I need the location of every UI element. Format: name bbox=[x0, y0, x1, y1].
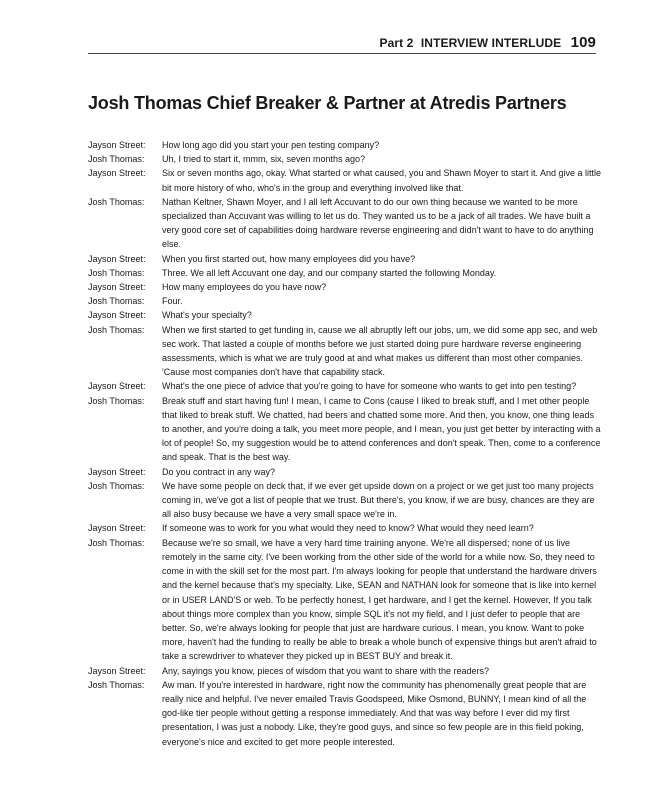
speaker-label: Josh Thomas: bbox=[88, 154, 145, 165]
turn-text: What's the one piece of advice that you're going to have for someone who wants to get into pen testing? bbox=[162, 381, 577, 392]
speaker-label: Josh Thomas: bbox=[88, 480, 145, 491]
transcript-turn bbox=[88, 678, 602, 749]
running-head bbox=[88, 34, 596, 52]
turn-text: Do you contract in any way? bbox=[162, 466, 276, 477]
transcript-turn bbox=[88, 166, 602, 194]
turn-text: Three. We all left Accuvant one day, and our company started the following Monday. bbox=[162, 267, 497, 278]
section-label: INTERVIEW INTERLUDE bbox=[420, 36, 562, 50]
speaker-label: Josh Thomas: bbox=[88, 296, 145, 307]
transcript-turn bbox=[88, 664, 602, 678]
turn-text: When we first started to get funding in, cause we all abruptly left our jobs, um, we did some app sec, and web sec work. That lasted a couple of months before we just started doing pure hardware reverse engineering assessments, which is what we are truly good at and what makes us different than most other companies. 'Cause most companies don't have that capability stack. bbox=[162, 324, 598, 378]
chapter-title: Josh Thomas Chief Breaker & Partner at Atredis Partners bbox=[88, 93, 567, 113]
speaker-label: Jayson Street: bbox=[88, 466, 146, 477]
transcript-turn bbox=[88, 323, 602, 380]
speaker-label: Jayson Street: bbox=[88, 665, 146, 676]
transcript-turn bbox=[88, 465, 602, 479]
speaker-label: Jayson Street: bbox=[88, 282, 146, 293]
part-label: Part 2 bbox=[379, 36, 414, 50]
turn-text: How many employees do you have now? bbox=[162, 282, 327, 293]
speaker-label: Josh Thomas: bbox=[88, 324, 145, 335]
turn-text: We have some people on deck that, if we ever get upside down on a project or we get just too many projects coming in, we've got a list of people that we trust. But there's, you know, if we are busy, chances are they are all also busy because we have a very small space we're in. bbox=[162, 480, 595, 520]
speaker-label: Josh Thomas: bbox=[88, 679, 145, 690]
turn-text: Nathan Keltner, Shawn Moyer, and I all left Accuvant to do our own thing because we wanted to be more specialized than Accuvant was willing to let us do. They wanted us to be a jack of all trades. We have built a very good core set of capabilities doing hardware reverse engineering and didn't want to have to do anything else. bbox=[162, 196, 594, 250]
turn-text: Aw man. If you're interested in hardware, right now the community has phenomenally great people that are really nice and helpful. I've never emailed Travis Goodspeed, Mike Osmond, BUNNY, I mean kind of all the god-like tier people without getting a response immediately. And that was way before I ever did my first presentation, I was just a nobody. Like, they're good guys, and since so few people are in this field poking, everyone's nice and excited to get more people interested. bbox=[162, 679, 587, 747]
turn-text: How long ago did you start your pen testing company? bbox=[162, 140, 380, 150]
transcript-turn bbox=[88, 379, 602, 393]
turn-text: Break stuff and start having fun! I mean, I came to Cons (cause I liked to break stuff, and I met other people that liked to break stuff. We chatted, had beers and chatted some more. And then, you know, one thing leads to another, and you're doing a talk, you meet more people, and I mean, you just get better by interacting with a lot of people! So, my suggestion would be to attend conferences and don't speak. Then, come to a conference and speak. That is the best way. bbox=[162, 395, 601, 463]
speaker-label: Josh Thomas: bbox=[88, 395, 145, 406]
speaker-label: Josh Thomas: bbox=[88, 537, 145, 548]
transcript-turn bbox=[88, 152, 602, 166]
speaker-label: Jayson Street: bbox=[88, 310, 146, 321]
speaker-label: Jayson Street: bbox=[88, 381, 146, 392]
turn-text: Six or seven months ago, okay. What started or what caused, you and Shawn Moyer to start it. And give a little bit more history of who, who's in the group and everything involved like that. bbox=[162, 168, 602, 193]
transcript-turn bbox=[88, 138, 602, 152]
transcript-turn bbox=[88, 536, 602, 664]
transcript-turn bbox=[88, 308, 602, 322]
transcript-turn bbox=[88, 195, 602, 252]
page-number: 109 bbox=[570, 34, 596, 51]
speaker-label: Josh Thomas: bbox=[88, 196, 145, 207]
interview-transcript bbox=[88, 138, 602, 749]
speaker-label: Jayson Street: bbox=[88, 168, 146, 179]
transcript-turn bbox=[88, 280, 602, 294]
speaker-label: Josh Thomas: bbox=[88, 267, 145, 278]
transcript-turn bbox=[88, 479, 602, 522]
transcript-turn bbox=[88, 521, 602, 535]
header-rule bbox=[88, 53, 596, 54]
transcript-turn bbox=[88, 266, 602, 280]
transcript-turn bbox=[88, 394, 602, 465]
turn-text: If someone was to work for you what would they need to know? What would they need learn? bbox=[162, 523, 534, 534]
speaker-label: Jayson Street: bbox=[88, 253, 146, 264]
speaker-label: Jayson Street: bbox=[88, 140, 146, 150]
turn-text: Because we're so small, we have a very hard time training anyone. We're all dispersed; none of us live remotely in the same city. I've been working from the other side of the world for a while now. So, they need to come in with the skill set for the most part. I'm always looking for people that understand the hardware drivers and the kernel because that's my specialty. Like, SEAN and NATHAN look for someone that is like into kernel or in USER LAND'S or web. To be perfectly honest, I get hardware, and I get the kernel. However, If you talk about things more complex than you know, simple SQL it's not my field, and I just defer to people that are better. So, we're always looking for people that just are hardware curious. I mean, you know. Want to poke more, haven't had the funding to really be able to break a whole bunch of expensive things but aren't afraid to take a screwdriver to whatever they picked up in BEST BUY and break it. bbox=[162, 537, 597, 662]
turn-text: What's your specialty? bbox=[162, 310, 252, 321]
speaker-label: Jayson Street: bbox=[88, 523, 146, 534]
turn-text: Four. bbox=[162, 296, 183, 307]
transcript-turn bbox=[88, 294, 602, 308]
turn-text: Any, sayings you know, pieces of wisdom that you want to share with the readers? bbox=[162, 665, 490, 676]
turn-text: When you first started out, how many employees did you have? bbox=[162, 253, 416, 264]
turn-text: Uh, I tried to start it, mmm, six, seven months ago? bbox=[162, 154, 366, 165]
transcript-turn bbox=[88, 252, 602, 266]
